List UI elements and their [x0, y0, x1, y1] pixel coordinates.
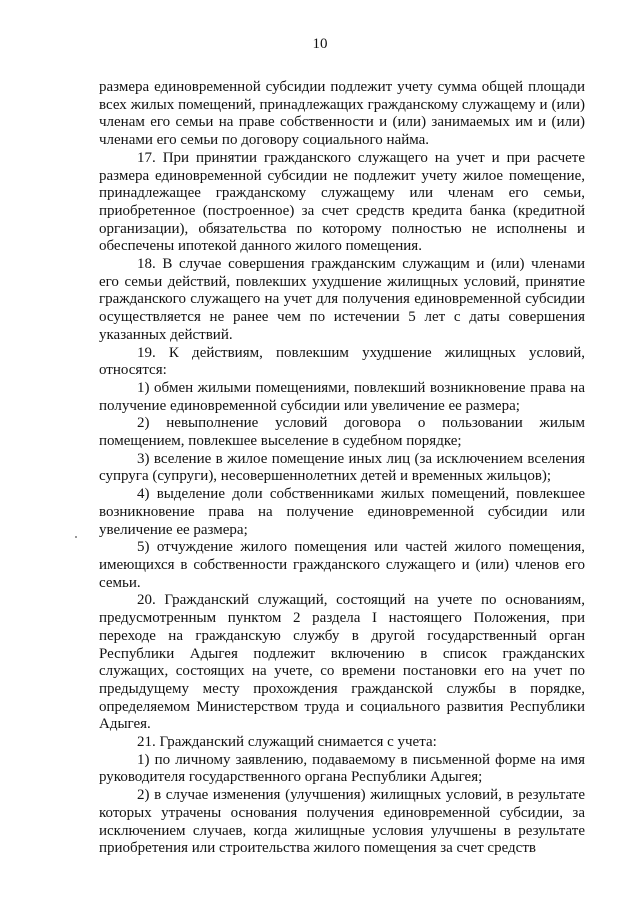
- list-item-19-5: 5) отчуждение жилого помещения или частей жилого помещения, имеющихся в собственности гражданского служащего и (или) членов его семьи.: [99, 539, 585, 591]
- paragraph-item-19: 19. К действиям, повлекшим ухудшение жилищных условий, относятся:: [99, 344, 585, 379]
- paragraph-item-17: 17. При принятии гражданского служащего на учет и при расчете размера единовременной субсидии не подлежит учету жилое помещение, принадлежащее гражданскому служащему или членам его семьи, приобретенное (построенное) за счет средств кредита банка (кредитной организации), обязательства по которому полностью не исполнены и обеспечены ипотекой данного жилого помещения.: [99, 149, 585, 255]
- document-body: [99, 79, 585, 858]
- list-item-19-1: 1) обмен жилыми помещениями, повлекший возникновение права на получение единовременной субсидии или увеличение ее размера;: [99, 379, 585, 414]
- list-item-21-2: 2) в случае изменения (улучшения) жилищных условий, в результате которых утрачены основания получения единовременной субсидии, за исключением случаев, когда жилищные условия улучшены в результате приобретения или строительства жилого помещения за счет средств: [99, 787, 585, 857]
- page-number: 10: [312, 36, 328, 52]
- paragraph-item-18: 18. В случае совершения гражданским служащим и (или) членами его семьи действий, повлекших ухудшение жилищных условий, принятие гражданского служащего на учет для получения единовременной субсидии осуществляется не ранее чем по истечении 5 лет с даты совершения указанных действий.: [99, 256, 585, 343]
- list-item-19-4: 4) выделение доли собственниками жилых помещений, повлекшее возникновение права на получение единовременной субсидии или увеличение ее размера;: [99, 486, 585, 538]
- paragraph-item-21: 21. Гражданский служащий снимается с учета:: [137, 734, 437, 751]
- margin-mark: [75, 536, 77, 538]
- paragraph-continuation: размера единовременной субсидии подлежит учету сумма общей площади всех жилых помещений, принадлежащих гражданскому служащему и (или) членам его семьи на праве собственности и (или) занимаемых им и (или) членами его семьи по договору социального найма.: [99, 79, 585, 149]
- paragraph-item-20: 20. Гражданский служащий, состоящий на учете по основаниям, предусмотренным пунктом 2 раздела I настоящего Положения, при переходе на гражданскую службу в другой государственный орган Республики Адыгея подлежит включению в список гражданских служащих, состоящих на учете, со времени постановки его на учет по предыдущему месту прохождения гражданской службы в порядке, определяемом Министерством труда и социального развития Республики Адыгея.: [99, 592, 585, 733]
- list-item-19-2: 2) невыполнение условий договора о пользовании жилым помещением, повлекшее выселение в судебном порядке;: [99, 415, 585, 450]
- list-item-21-1: 1) по личному заявлению, подаваемому в письменной форме на имя руководителя государственного органа Республики Адыгея;: [99, 751, 585, 786]
- list-item-19-3: 3) вселение в жилое помещение иных лиц (за исключением вселения супруга (супруги), несовершеннолетних детей и временных жильцов);: [99, 450, 585, 485]
